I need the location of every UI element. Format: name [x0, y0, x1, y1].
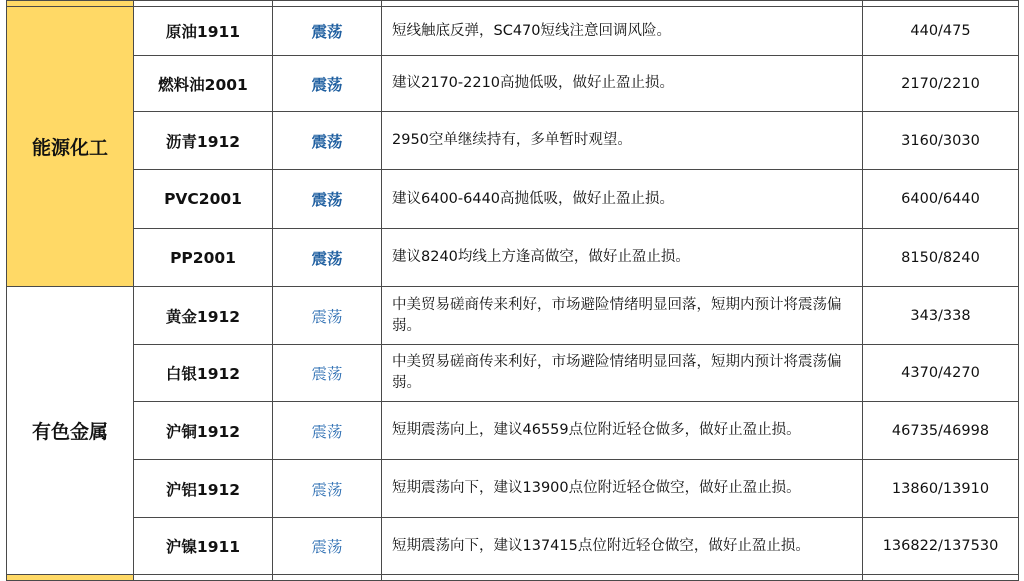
contract-name: 原油1911	[134, 7, 273, 56]
contract-name: 黄金1912	[134, 287, 273, 345]
trend-label: 震荡	[273, 56, 382, 112]
contract-name: PP2001	[134, 229, 273, 287]
strategy-text: 短期震荡向上，建议46559点位附近轻仓做多，做好止盈止损。	[382, 402, 863, 460]
trend-label: 震荡	[273, 7, 382, 56]
contract-name: PVC2001	[134, 170, 273, 229]
strategy-text: 建议8240均线上方逢高做空，做好止盈止损。	[382, 229, 863, 287]
key-points: 13860/13910	[863, 460, 1019, 518]
trend-label: 震荡	[273, 287, 382, 345]
trend-label: 震荡	[273, 345, 382, 402]
trend-label: 震荡	[273, 170, 382, 229]
table-row	[7, 56, 1019, 112]
strategy-text: 短线触底反弹，SC470短线注意回调风险。	[382, 7, 863, 56]
trend-label: 震荡	[273, 460, 382, 518]
category-nonferrous-metals: 有色金属	[7, 287, 134, 575]
contract-name: 沪镍1911	[134, 518, 273, 575]
key-points: 46735/46998	[863, 402, 1019, 460]
strategy-text: 2950空单继续持有，多单暂时观望。	[382, 112, 863, 170]
category-energy-chemical: 能源化工	[7, 7, 134, 287]
contract-name: 沪铝1912	[134, 460, 273, 518]
table-row	[7, 7, 1019, 56]
contract-name: 沥青1912	[134, 112, 273, 170]
key-points: 440/475	[863, 7, 1019, 56]
contract-name: 白银1912	[134, 345, 273, 402]
table-row	[7, 518, 1019, 575]
table-row	[7, 229, 1019, 287]
strategy-text: 建议6400-6440高抛低吸，做好止盈止损。	[382, 170, 863, 229]
trend-label: 震荡	[273, 229, 382, 287]
table-row	[7, 112, 1019, 170]
strategy-text: 中美贸易磋商传来利好，市场避险情绪明显回落，短期内预计将震荡偏弱。	[382, 287, 863, 345]
table-row	[7, 287, 1019, 345]
trend-label: 震荡	[273, 518, 382, 575]
table-row	[7, 345, 1019, 402]
key-points: 136822/137530	[863, 518, 1019, 575]
key-points: 6400/6440	[863, 170, 1019, 229]
trend-label: 震荡	[273, 402, 382, 460]
strategy-text: 短期震荡向下，建议137415点位附近轻仓做空，做好止盈止损。	[382, 518, 863, 575]
strategy-text: 中美贸易磋商传来利好，市场避险情绪明显回落，短期内预计将震荡偏弱。	[382, 345, 863, 402]
strategy-text: 短期震荡向下，建议13900点位附近轻仓做空，做好止盈止损。	[382, 460, 863, 518]
table-row	[7, 170, 1019, 229]
key-points: 2170/2210	[863, 56, 1019, 112]
contract-name: 沪铜1912	[134, 402, 273, 460]
key-points: 3160/3030	[863, 112, 1019, 170]
trend-label: 震荡	[273, 112, 382, 170]
strategy-text: 建议2170-2210高抛低吸，做好止盈止损。	[382, 56, 863, 112]
contract-name: 燃料油2001	[134, 56, 273, 112]
futures-strategy-table	[6, 0, 1019, 581]
key-points: 8150/8240	[863, 229, 1019, 287]
table-row	[7, 402, 1019, 460]
key-points: 343/338	[863, 287, 1019, 345]
table-row	[7, 460, 1019, 518]
key-points: 4370/4270	[863, 345, 1019, 402]
